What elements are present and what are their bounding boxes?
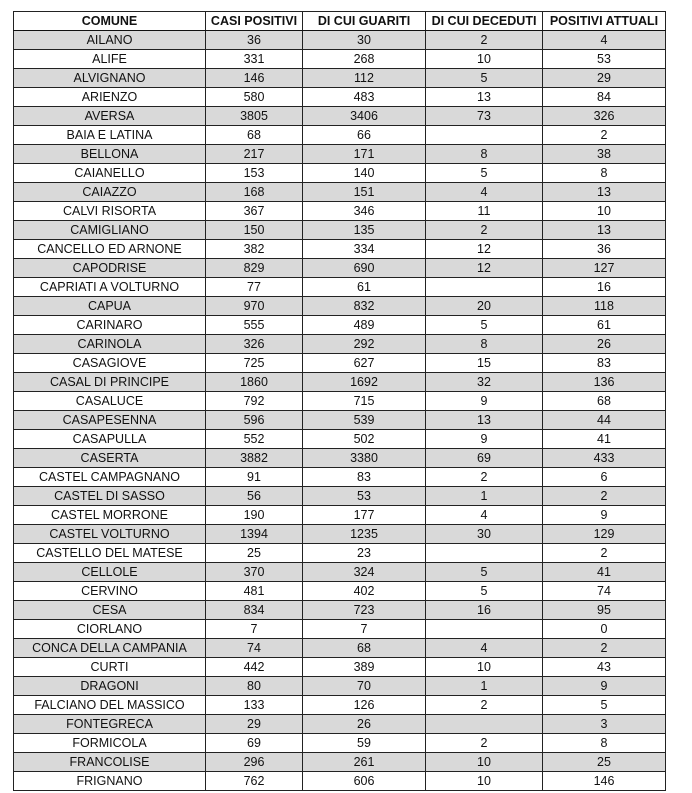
table-row	[14, 145, 666, 164]
cell-deceduti: 69	[426, 449, 543, 468]
cell-guariti: 7	[303, 620, 426, 639]
cell-deceduti: 2	[426, 468, 543, 487]
cell-guariti: 261	[303, 753, 426, 772]
header-positivi-attuali: POSITIVI ATTUALI	[543, 12, 666, 31]
cell-deceduti: 8	[426, 145, 543, 164]
table-row	[14, 563, 666, 582]
cell-comune: BAIA E LATINA	[14, 126, 206, 145]
cell-guariti: 30	[303, 31, 426, 50]
header-di-cui-deceduti: DI CUI DECEDUTI	[426, 12, 543, 31]
cell-positivi-attuali: 16	[543, 278, 666, 297]
cell-deceduti: 5	[426, 563, 543, 582]
cell-comune: CURTI	[14, 658, 206, 677]
header-row	[14, 12, 666, 31]
cell-deceduti: 12	[426, 240, 543, 259]
cell-casi-positivi: 442	[206, 658, 303, 677]
cell-comune: AVERSA	[14, 107, 206, 126]
cell-positivi-attuali: 9	[543, 677, 666, 696]
cell-guariti: 832	[303, 297, 426, 316]
cell-guariti: 140	[303, 164, 426, 183]
cell-guariti: 627	[303, 354, 426, 373]
header-di-cui-guariti: DI CUI GUARITI	[303, 12, 426, 31]
cell-guariti: 83	[303, 468, 426, 487]
cell-comune: CASAL DI PRINCIPE	[14, 373, 206, 392]
table-row	[14, 601, 666, 620]
table-row	[14, 582, 666, 601]
cell-deceduti: 8	[426, 335, 543, 354]
cell-deceduti: 4	[426, 183, 543, 202]
table-row	[14, 696, 666, 715]
cell-guariti: 3406	[303, 107, 426, 126]
cell-casi-positivi: 580	[206, 88, 303, 107]
cell-casi-positivi: 762	[206, 772, 303, 791]
cell-casi-positivi: 150	[206, 221, 303, 240]
cell-positivi-attuali: 8	[543, 734, 666, 753]
cell-positivi-attuali: 38	[543, 145, 666, 164]
table-row	[14, 544, 666, 563]
cell-comune: CAMIGLIANO	[14, 221, 206, 240]
cell-casi-positivi: 217	[206, 145, 303, 164]
table-row	[14, 297, 666, 316]
table-row	[14, 354, 666, 373]
cell-deceduti: 2	[426, 31, 543, 50]
cell-guariti: 268	[303, 50, 426, 69]
cell-deceduti: 2	[426, 734, 543, 753]
cell-deceduti: 10	[426, 658, 543, 677]
cell-guariti: 483	[303, 88, 426, 107]
cell-casi-positivi: 382	[206, 240, 303, 259]
cell-positivi-attuali: 53	[543, 50, 666, 69]
cell-casi-positivi: 29	[206, 715, 303, 734]
cell-guariti: 324	[303, 563, 426, 582]
cell-casi-positivi: 74	[206, 639, 303, 658]
cell-positivi-attuali: 41	[543, 430, 666, 449]
table-row	[14, 126, 666, 145]
cell-comune: BELLONA	[14, 145, 206, 164]
cell-casi-positivi: 481	[206, 582, 303, 601]
table-header	[14, 12, 666, 31]
cell-comune: FRIGNANO	[14, 772, 206, 791]
cell-comune: CASTEL CAMPAGNANO	[14, 468, 206, 487]
cell-comune: CIORLANO	[14, 620, 206, 639]
table-row	[14, 772, 666, 791]
cell-deceduti	[426, 715, 543, 734]
cell-deceduti: 12	[426, 259, 543, 278]
cell-comune: ALIFE	[14, 50, 206, 69]
cell-comune: CALVI RISORTA	[14, 202, 206, 221]
cell-deceduti: 5	[426, 316, 543, 335]
cell-positivi-attuali: 68	[543, 392, 666, 411]
cell-casi-positivi: 69	[206, 734, 303, 753]
table-row	[14, 183, 666, 202]
table-row	[14, 221, 666, 240]
table-row	[14, 506, 666, 525]
cell-deceduti	[426, 126, 543, 145]
cell-positivi-attuali: 2	[543, 126, 666, 145]
cell-casi-positivi: 36	[206, 31, 303, 50]
table-row	[14, 259, 666, 278]
table-row	[14, 715, 666, 734]
cell-comune: CERVINO	[14, 582, 206, 601]
cell-casi-positivi: 725	[206, 354, 303, 373]
table-row	[14, 487, 666, 506]
cell-casi-positivi: 552	[206, 430, 303, 449]
cell-positivi-attuali: 0	[543, 620, 666, 639]
cell-guariti: 70	[303, 677, 426, 696]
cell-positivi-attuali: 13	[543, 183, 666, 202]
cell-positivi-attuali: 25	[543, 753, 666, 772]
cell-casi-positivi: 133	[206, 696, 303, 715]
table-row	[14, 525, 666, 544]
table-row	[14, 50, 666, 69]
cell-positivi-attuali: 44	[543, 411, 666, 430]
table-row	[14, 734, 666, 753]
cell-deceduti	[426, 544, 543, 563]
cell-casi-positivi: 80	[206, 677, 303, 696]
covid-cases-table	[13, 11, 666, 791]
cell-comune: FORMICOLA	[14, 734, 206, 753]
cell-casi-positivi: 1394	[206, 525, 303, 544]
cell-positivi-attuali: 4	[543, 31, 666, 50]
cell-deceduti: 13	[426, 88, 543, 107]
cell-comune: CAPRIATI A VOLTURNO	[14, 278, 206, 297]
cell-casi-positivi: 829	[206, 259, 303, 278]
cell-positivi-attuali: 9	[543, 506, 666, 525]
cell-deceduti: 10	[426, 753, 543, 772]
cell-guariti: 539	[303, 411, 426, 430]
cell-positivi-attuali: 29	[543, 69, 666, 88]
cell-casi-positivi: 190	[206, 506, 303, 525]
table-row	[14, 677, 666, 696]
cell-guariti: 112	[303, 69, 426, 88]
cell-deceduti: 15	[426, 354, 543, 373]
table-row	[14, 31, 666, 50]
cell-positivi-attuali: 26	[543, 335, 666, 354]
cell-guariti: 171	[303, 145, 426, 164]
cell-casi-positivi: 834	[206, 601, 303, 620]
cell-comune: CASTEL MORRONE	[14, 506, 206, 525]
cell-casi-positivi: 970	[206, 297, 303, 316]
cell-comune: CASTELLO DEL MATESE	[14, 544, 206, 563]
cell-positivi-attuali: 2	[543, 639, 666, 658]
cell-positivi-attuali: 74	[543, 582, 666, 601]
cell-guariti: 66	[303, 126, 426, 145]
cell-casi-positivi: 77	[206, 278, 303, 297]
cell-guariti: 606	[303, 772, 426, 791]
cell-comune: ARIENZO	[14, 88, 206, 107]
cell-guariti: 53	[303, 487, 426, 506]
cell-guariti: 135	[303, 221, 426, 240]
cell-positivi-attuali: 433	[543, 449, 666, 468]
cell-guariti: 23	[303, 544, 426, 563]
cell-casi-positivi: 168	[206, 183, 303, 202]
cell-comune: CASERTA	[14, 449, 206, 468]
table-row	[14, 430, 666, 449]
cell-positivi-attuali: 2	[543, 487, 666, 506]
cell-positivi-attuali: 13	[543, 221, 666, 240]
cell-casi-positivi: 367	[206, 202, 303, 221]
cell-casi-positivi: 153	[206, 164, 303, 183]
table-row	[14, 373, 666, 392]
cell-casi-positivi: 3805	[206, 107, 303, 126]
cell-comune: CAPUA	[14, 297, 206, 316]
cell-casi-positivi: 68	[206, 126, 303, 145]
cell-guariti: 292	[303, 335, 426, 354]
cell-guariti: 715	[303, 392, 426, 411]
cell-guariti: 3380	[303, 449, 426, 468]
cell-casi-positivi: 146	[206, 69, 303, 88]
table-row	[14, 468, 666, 487]
cell-deceduti: 9	[426, 392, 543, 411]
cell-comune: CESA	[14, 601, 206, 620]
cell-comune: CARINOLA	[14, 335, 206, 354]
cell-casi-positivi: 56	[206, 487, 303, 506]
cell-deceduti: 2	[426, 696, 543, 715]
cell-comune: CAPODRISE	[14, 259, 206, 278]
cell-casi-positivi: 3882	[206, 449, 303, 468]
cell-guariti: 389	[303, 658, 426, 677]
table-row	[14, 411, 666, 430]
cell-comune: FONTEGRECA	[14, 715, 206, 734]
table-row	[14, 240, 666, 259]
header-comune: COMUNE	[14, 12, 206, 31]
cell-guariti: 126	[303, 696, 426, 715]
cell-guariti: 151	[303, 183, 426, 202]
cell-positivi-attuali: 129	[543, 525, 666, 544]
cell-guariti: 334	[303, 240, 426, 259]
cell-comune: CASTEL VOLTURNO	[14, 525, 206, 544]
table-row	[14, 69, 666, 88]
cell-comune: CELLOLE	[14, 563, 206, 582]
cell-guariti: 68	[303, 639, 426, 658]
cell-deceduti: 73	[426, 107, 543, 126]
cell-guariti: 177	[303, 506, 426, 525]
cell-deceduti: 2	[426, 221, 543, 240]
table-row	[14, 335, 666, 354]
cell-guariti: 59	[303, 734, 426, 753]
cell-positivi-attuali: 2	[543, 544, 666, 563]
cell-casi-positivi: 326	[206, 335, 303, 354]
cell-guariti: 1235	[303, 525, 426, 544]
cell-guariti: 26	[303, 715, 426, 734]
cell-positivi-attuali: 146	[543, 772, 666, 791]
cell-positivi-attuali: 6	[543, 468, 666, 487]
cell-deceduti: 1	[426, 487, 543, 506]
cell-positivi-attuali: 118	[543, 297, 666, 316]
cell-comune: CASAPESENNA	[14, 411, 206, 430]
cell-comune: CONCA DELLA CAMPANIA	[14, 639, 206, 658]
cell-guariti: 502	[303, 430, 426, 449]
cell-guariti: 402	[303, 582, 426, 601]
cell-deceduti: 32	[426, 373, 543, 392]
cell-positivi-attuali: 41	[543, 563, 666, 582]
cell-deceduti: 11	[426, 202, 543, 221]
cell-comune: CAIAZZO	[14, 183, 206, 202]
cell-comune: CASAPULLA	[14, 430, 206, 449]
cell-comune: FRANCOLISE	[14, 753, 206, 772]
cell-positivi-attuali: 95	[543, 601, 666, 620]
cell-deceduti	[426, 278, 543, 297]
cell-guariti: 690	[303, 259, 426, 278]
cell-deceduti: 16	[426, 601, 543, 620]
cell-positivi-attuali: 10	[543, 202, 666, 221]
table-row	[14, 753, 666, 772]
table-row	[14, 639, 666, 658]
cell-deceduti: 20	[426, 297, 543, 316]
cell-deceduti: 13	[426, 411, 543, 430]
cell-comune: ALVIGNANO	[14, 69, 206, 88]
cell-casi-positivi: 7	[206, 620, 303, 639]
cell-guariti: 346	[303, 202, 426, 221]
cell-positivi-attuali: 43	[543, 658, 666, 677]
cell-deceduti: 30	[426, 525, 543, 544]
cell-casi-positivi: 91	[206, 468, 303, 487]
cell-guariti: 61	[303, 278, 426, 297]
cell-deceduti: 5	[426, 69, 543, 88]
table-row	[14, 316, 666, 335]
cell-positivi-attuali: 36	[543, 240, 666, 259]
cell-guariti: 723	[303, 601, 426, 620]
cell-deceduti: 9	[426, 430, 543, 449]
cell-casi-positivi: 296	[206, 753, 303, 772]
cell-deceduti: 4	[426, 506, 543, 525]
cell-deceduti	[426, 620, 543, 639]
table-row	[14, 278, 666, 297]
cell-casi-positivi: 370	[206, 563, 303, 582]
cell-casi-positivi: 555	[206, 316, 303, 335]
cell-positivi-attuali: 61	[543, 316, 666, 335]
table-row	[14, 620, 666, 639]
cell-comune: DRAGONI	[14, 677, 206, 696]
cell-positivi-attuali: 5	[543, 696, 666, 715]
cell-deceduti: 5	[426, 582, 543, 601]
cell-positivi-attuali: 127	[543, 259, 666, 278]
cell-comune: CASALUCE	[14, 392, 206, 411]
cell-deceduti: 10	[426, 772, 543, 791]
cell-comune: CAIANELLO	[14, 164, 206, 183]
cell-guariti: 489	[303, 316, 426, 335]
cell-comune: CARINARO	[14, 316, 206, 335]
header-casi-positivi: CASI POSITIVI	[206, 12, 303, 31]
table-row	[14, 164, 666, 183]
cell-casi-positivi: 25	[206, 544, 303, 563]
table-row	[14, 658, 666, 677]
cell-deceduti: 4	[426, 639, 543, 658]
cell-casi-positivi: 596	[206, 411, 303, 430]
table-row	[14, 449, 666, 468]
table-body	[14, 31, 666, 791]
cell-deceduti: 10	[426, 50, 543, 69]
cell-casi-positivi: 792	[206, 392, 303, 411]
cell-casi-positivi: 1860	[206, 373, 303, 392]
table-row	[14, 392, 666, 411]
cell-positivi-attuali: 326	[543, 107, 666, 126]
cell-casi-positivi: 331	[206, 50, 303, 69]
table-row	[14, 202, 666, 221]
cell-comune: CASTEL DI SASSO	[14, 487, 206, 506]
cell-guariti: 1692	[303, 373, 426, 392]
table-row	[14, 107, 666, 126]
cell-deceduti: 1	[426, 677, 543, 696]
cell-positivi-attuali: 136	[543, 373, 666, 392]
cell-deceduti: 5	[426, 164, 543, 183]
cell-positivi-attuali: 84	[543, 88, 666, 107]
cell-comune: FALCIANO DEL MASSICO	[14, 696, 206, 715]
table-row	[14, 88, 666, 107]
cell-comune: AILANO	[14, 31, 206, 50]
cell-comune: CASAGIOVE	[14, 354, 206, 373]
cell-positivi-attuali: 8	[543, 164, 666, 183]
cell-positivi-attuali: 83	[543, 354, 666, 373]
cell-comune: CANCELLO ED ARNONE	[14, 240, 206, 259]
cell-positivi-attuali: 3	[543, 715, 666, 734]
